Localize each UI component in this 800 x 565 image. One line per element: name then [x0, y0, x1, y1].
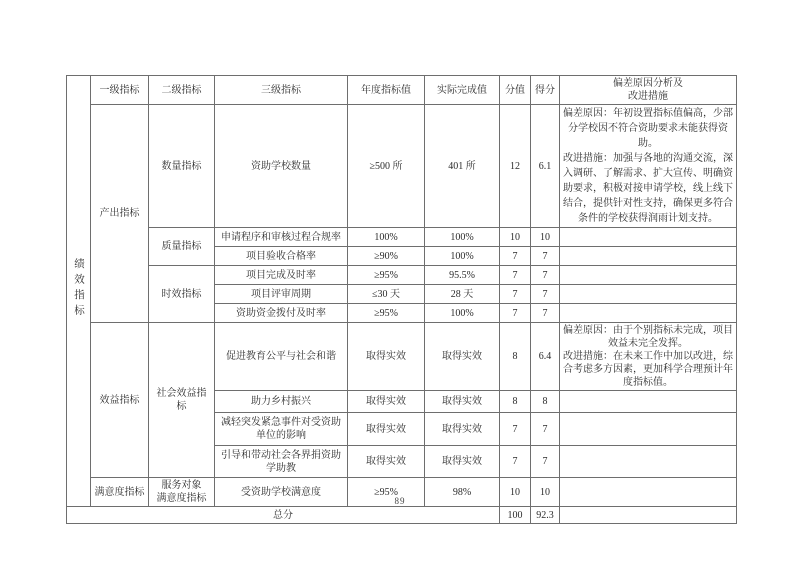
- deviation-note-output: [560, 105, 737, 228]
- indicator-cell: 资助学校数量: [215, 105, 348, 228]
- deviation-note-benefit: [560, 323, 737, 391]
- target-cell: 取得实效: [348, 446, 425, 478]
- subsection-quality-cell: 质量指标: [149, 228, 215, 266]
- actual-cell: 95.5%: [425, 266, 500, 285]
- earned-cell: 7: [531, 413, 560, 446]
- subsection-social-benefit-cell: 社会效益指标: [149, 323, 215, 478]
- deviation-reason: 偏差原因：由于个别指标未完成，项目效益未完全发挥。: [563, 325, 733, 349]
- header-level3: 三级指标: [215, 76, 348, 105]
- earned-cell: 7: [531, 247, 560, 266]
- indicator-cell: 助力乡村振兴: [215, 391, 348, 413]
- total-earned-cell: 92.3: [531, 507, 560, 524]
- total-row: [67, 507, 737, 524]
- actual-cell: 401 所: [425, 105, 500, 228]
- earned-cell: 7: [531, 285, 560, 304]
- score-cell: 8: [500, 323, 531, 391]
- earned-cell: 7: [531, 266, 560, 285]
- section-satisfaction-cell: 满意度指标: [91, 478, 149, 507]
- indicator-cell: 减轻突发紧急事件对受资助单位的影响: [215, 413, 348, 446]
- earned-cell: 6.1: [531, 105, 560, 228]
- target-cell: ≥95%: [348, 266, 425, 285]
- improvement-measures: 改进措施：加强与各地的沟通交流，深入调研、了解需求、扩大宣传、明确资助要求，积极对接申请学校，线上线下结合，提供针对性支持，确保更多符合条件的学校获得润雨计划支持。: [563, 153, 733, 224]
- header-annual-target: 年度指标值: [348, 76, 425, 105]
- score-cell: 7: [500, 266, 531, 285]
- deviation-reason: 偏差原因：年初设置指标值偏高，少部分学校因不符合资助要求未能获得资助。: [563, 108, 733, 149]
- subsection-service-line2: 满意度指标: [156, 493, 207, 504]
- header-actual-value: 实际完成值: [425, 76, 500, 105]
- indicator-cell: 促进教育公平与社会和谐: [215, 323, 348, 391]
- deviation-empty-cell: [560, 507, 737, 524]
- subsection-quantity-cell: 数量指标: [149, 105, 215, 228]
- page-number: 89: [394, 496, 406, 506]
- score-cell: 7: [500, 285, 531, 304]
- table-row: [67, 266, 737, 285]
- actual-cell: 取得实效: [425, 446, 500, 478]
- indicator-cell: 项目验收合格率: [215, 247, 348, 266]
- indicator-cell: 项目评审周期: [215, 285, 348, 304]
- header-deviation-line2: 改进措施: [628, 91, 668, 102]
- earned-cell: 6.4: [531, 323, 560, 391]
- actual-cell: 28 天: [425, 285, 500, 304]
- header-deviation-line1: 偏差原因分析及: [613, 78, 683, 89]
- total-score-cell: 100: [500, 507, 531, 524]
- earned-cell: 7: [531, 446, 560, 478]
- deviation-empty-cell: [560, 247, 737, 266]
- side-group-cell: [67, 76, 91, 507]
- deviation-empty-cell: [560, 266, 737, 285]
- earned-cell: 8: [531, 391, 560, 413]
- target-cell: 100%: [348, 228, 425, 247]
- target-cell: ≥95%: [348, 478, 425, 507]
- earned-cell: 10: [531, 478, 560, 507]
- target-cell: ≥500 所: [348, 105, 425, 228]
- indicator-cell: 资助资金拨付及时率: [215, 304, 348, 323]
- target-cell: ≥95%: [348, 304, 425, 323]
- actual-cell: 100%: [425, 228, 500, 247]
- target-cell: 取得实效: [348, 391, 425, 413]
- subsection-timeliness-cell: 时效指标: [149, 266, 215, 323]
- score-cell: 7: [500, 247, 531, 266]
- section-benefit-cell: 效益指标: [91, 323, 149, 478]
- earned-cell: 10: [531, 228, 560, 247]
- table-row: [67, 105, 737, 228]
- actual-cell: 100%: [425, 304, 500, 323]
- indicator-cell: 引导和带动社会各界捐资助学助教: [215, 446, 348, 478]
- score-cell: 10: [500, 478, 531, 507]
- total-label-cell: 总分: [67, 507, 500, 524]
- table-row: [67, 323, 737, 391]
- target-cell: 取得实效: [348, 323, 425, 391]
- target-cell: ≤30 天: [348, 285, 425, 304]
- side-group-label: 绩效指标: [73, 258, 84, 320]
- actual-cell: 取得实效: [425, 391, 500, 413]
- header-level2: 二级指标: [149, 76, 215, 105]
- indicator-cell: 受资助学校满意度: [215, 478, 348, 507]
- target-cell: 取得实效: [348, 413, 425, 446]
- performance-indicator-table: [66, 75, 737, 524]
- actual-cell: 100%: [425, 247, 500, 266]
- actual-cell: 取得实效: [425, 413, 500, 446]
- deviation-empty-cell: [560, 228, 737, 247]
- header-score: 分值: [500, 76, 531, 105]
- subsection-service-line1: 服务对象: [161, 480, 202, 491]
- table-row: [67, 228, 737, 247]
- actual-cell: 98%: [425, 478, 500, 507]
- table-header-row: [67, 76, 737, 105]
- score-cell: 7: [500, 446, 531, 478]
- score-cell: 8: [500, 391, 531, 413]
- score-cell: 7: [500, 413, 531, 446]
- header-level1: 一级指标: [91, 76, 149, 105]
- section-output-cell: 产出指标: [91, 105, 149, 323]
- indicator-cell: 项目完成及时率: [215, 266, 348, 285]
- header-deviation: [560, 76, 737, 105]
- deviation-empty-cell: [560, 285, 737, 304]
- header-earned: 得分: [531, 76, 560, 105]
- deviation-empty-cell: [560, 391, 737, 413]
- actual-cell: 取得实效: [425, 323, 500, 391]
- indicator-cell: 申请程序和审核过程合规率: [215, 228, 348, 247]
- target-cell: ≥90%: [348, 247, 425, 266]
- score-cell: 10: [500, 228, 531, 247]
- deviation-empty-cell: [560, 413, 737, 446]
- deviation-empty-cell: [560, 304, 737, 323]
- score-cell: 12: [500, 105, 531, 228]
- improvement-measures: 改进措施：在未来工作中加以改进，综合考虑多方因素，更加科学合理预计年度指标值。: [563, 351, 733, 388]
- earned-cell: 7: [531, 304, 560, 323]
- deviation-empty-cell: [560, 446, 737, 478]
- score-cell: 7: [500, 304, 531, 323]
